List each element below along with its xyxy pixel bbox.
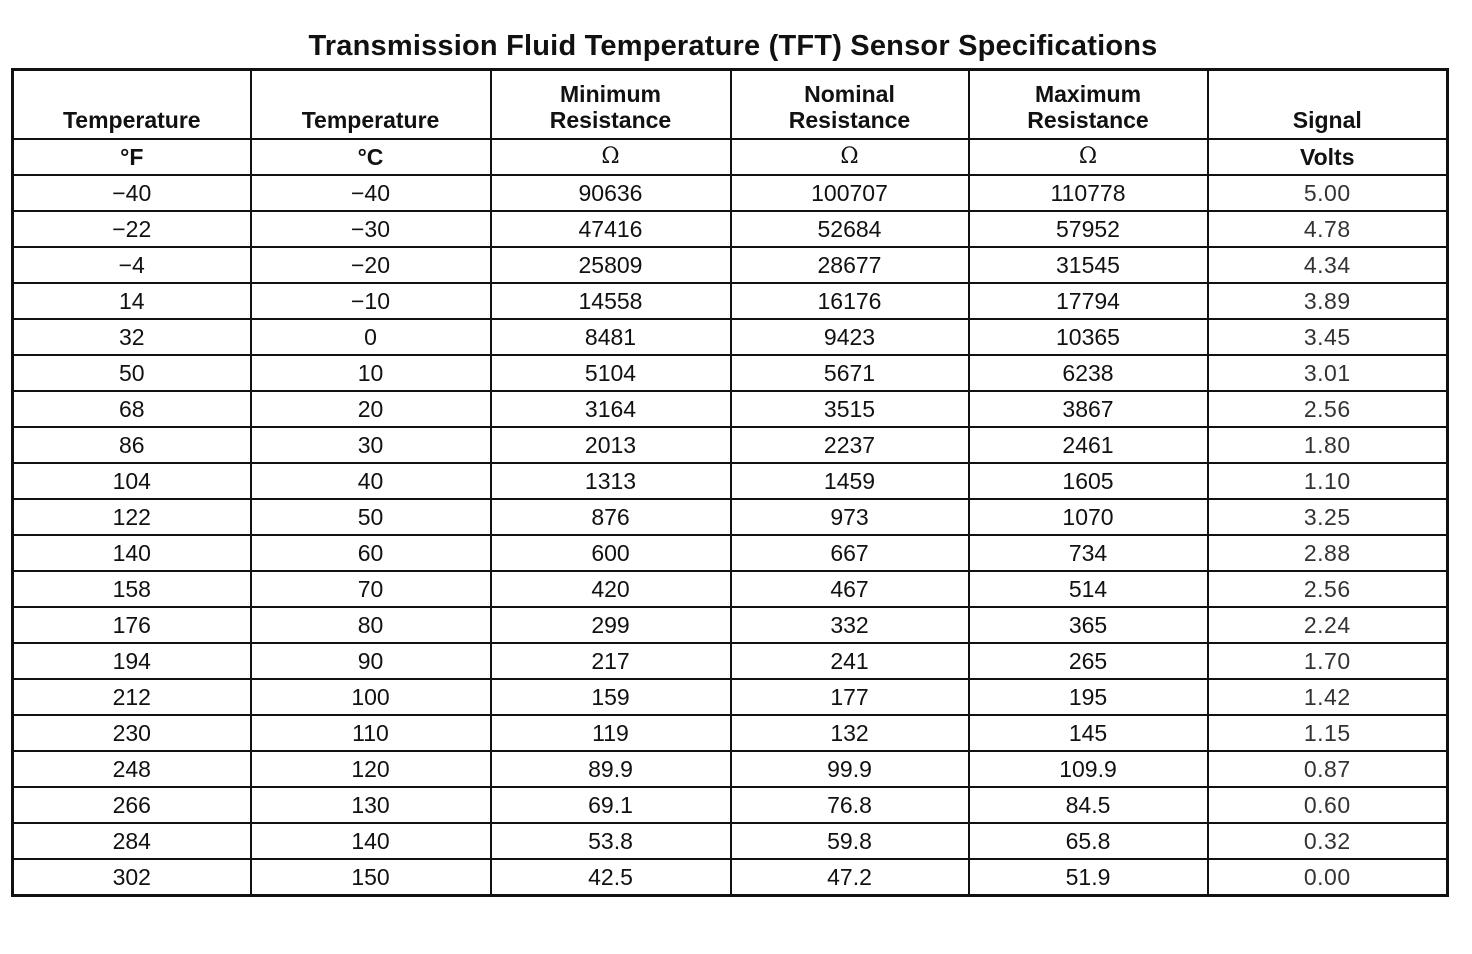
signal-volts-cell: 3.25 — [1208, 499, 1448, 535]
min-resistance-cell: 159 — [491, 679, 731, 715]
temp-c-cell: 120 — [251, 751, 491, 787]
signal-volts-cell: 3.01 — [1208, 355, 1448, 391]
table-row — [13, 247, 1448, 283]
temp-f-cell: 14 — [13, 283, 251, 319]
min-resistance-cell: 14558 — [491, 283, 731, 319]
table-row — [13, 391, 1448, 427]
table-row — [13, 715, 1448, 751]
table-row — [13, 463, 1448, 499]
table-row — [13, 319, 1448, 355]
temp-c-cell: 140 — [251, 823, 491, 859]
table-row — [13, 535, 1448, 571]
temp-f-cell: 248 — [13, 751, 251, 787]
max-resistance-cell: 2461 — [969, 427, 1208, 463]
signal-volts-cell: 2.56 — [1208, 571, 1448, 607]
table-row — [13, 787, 1448, 823]
temp-c-cell: −20 — [251, 247, 491, 283]
temp-c-cell: 70 — [251, 571, 491, 607]
header-line2: Resistance — [788, 107, 911, 133]
header-signal — [1208, 70, 1448, 140]
min-resistance-cell: 90636 — [491, 175, 731, 211]
header-line2: Resistance — [1027, 107, 1149, 133]
signal-volts-cell: 1.15 — [1208, 715, 1448, 751]
temp-f-cell: 176 — [13, 607, 251, 643]
header-line2: Temperature — [301, 107, 440, 133]
temp-f-cell: 302 — [13, 859, 251, 896]
signal-volts-cell: 0.00 — [1208, 859, 1448, 896]
signal-volts-cell: 0.87 — [1208, 751, 1448, 787]
table-row — [13, 643, 1448, 679]
temp-c-cell: 90 — [251, 643, 491, 679]
signal-volts-cell: 1.70 — [1208, 643, 1448, 679]
signal-volts-cell: 4.78 — [1208, 211, 1448, 247]
nominal-resistance-cell: 52684 — [731, 211, 969, 247]
temp-c-cell: 150 — [251, 859, 491, 896]
nominal-resistance-cell: 100707 — [731, 175, 969, 211]
nominal-resistance-cell: 667 — [731, 535, 969, 571]
signal-volts-cell: 2.56 — [1208, 391, 1448, 427]
temp-f-cell: 212 — [13, 679, 251, 715]
nominal-resistance-cell: 99.9 — [731, 751, 969, 787]
signal-volts-cell: 3.89 — [1208, 283, 1448, 319]
temp-c-cell: 10 — [251, 355, 491, 391]
header-line1: Minimum — [560, 81, 661, 107]
min-resistance-cell: 89.9 — [491, 751, 731, 787]
nominal-resistance-cell: 1459 — [731, 463, 969, 499]
min-resistance-cell: 69.1 — [491, 787, 731, 823]
temp-f-cell: −22 — [13, 211, 251, 247]
nominal-resistance-cell: 47.2 — [731, 859, 969, 896]
header-line1: Nominal — [804, 81, 895, 107]
max-resistance-cell: 51.9 — [969, 859, 1208, 896]
max-resistance-cell: 265 — [969, 643, 1208, 679]
max-resistance-cell: 57952 — [969, 211, 1208, 247]
temp-c-cell: 30 — [251, 427, 491, 463]
temp-c-cell: 80 — [251, 607, 491, 643]
temp-f-cell: 284 — [13, 823, 251, 859]
temp-f-cell: −40 — [13, 175, 251, 211]
signal-volts-cell: 0.32 — [1208, 823, 1448, 859]
temp-f-cell: 158 — [13, 571, 251, 607]
signal-volts-cell: 3.45 — [1208, 319, 1448, 355]
max-resistance-cell: 514 — [969, 571, 1208, 607]
min-resistance-cell: 42.5 — [491, 859, 731, 896]
max-resistance-cell: 110778 — [969, 175, 1208, 211]
table-row — [13, 607, 1448, 643]
temp-c-cell: −10 — [251, 283, 491, 319]
max-resistance-cell: 65.8 — [969, 823, 1208, 859]
temp-f-cell: 104 — [13, 463, 251, 499]
min-resistance-cell: 8481 — [491, 319, 731, 355]
nominal-resistance-cell: 973 — [731, 499, 969, 535]
header-line2: Resistance — [549, 107, 672, 133]
temp-f-cell: 266 — [13, 787, 251, 823]
table-row — [13, 823, 1448, 859]
table-row — [13, 355, 1448, 391]
nominal-resistance-cell: 3515 — [731, 391, 969, 427]
unit-ohm-nominal: Ω — [731, 139, 969, 175]
nominal-resistance-cell: 28677 — [731, 247, 969, 283]
header-row — [13, 70, 1448, 140]
nominal-resistance-cell: 132 — [731, 715, 969, 751]
nominal-resistance-cell: 76.8 — [731, 787, 969, 823]
max-resistance-cell: 109.9 — [969, 751, 1208, 787]
max-resistance-cell: 17794 — [969, 283, 1208, 319]
nominal-resistance-cell: 332 — [731, 607, 969, 643]
min-resistance-cell: 3164 — [491, 391, 731, 427]
temp-f-cell: 122 — [13, 499, 251, 535]
signal-volts-cell: 2.88 — [1208, 535, 1448, 571]
header-maximum-resistance — [969, 70, 1208, 140]
unit-celsius: °C — [251, 139, 491, 175]
min-resistance-cell: 299 — [491, 607, 731, 643]
table-body — [13, 175, 1448, 896]
table-row — [13, 211, 1448, 247]
min-resistance-cell: 47416 — [491, 211, 731, 247]
table-row — [13, 499, 1448, 535]
temp-c-cell: 50 — [251, 499, 491, 535]
table-row — [13, 175, 1448, 211]
header-line1: Maximum — [1034, 81, 1142, 107]
temp-f-cell: 140 — [13, 535, 251, 571]
units-row — [13, 139, 1448, 175]
max-resistance-cell: 31545 — [969, 247, 1208, 283]
nominal-resistance-cell: 5671 — [731, 355, 969, 391]
table-row — [13, 859, 1448, 896]
unit-volts: Volts — [1208, 139, 1448, 175]
nominal-resistance-cell: 467 — [731, 571, 969, 607]
header-line2: Temperature — [62, 107, 201, 133]
temp-f-cell: 68 — [13, 391, 251, 427]
max-resistance-cell: 195 — [969, 679, 1208, 715]
header-nominal-resistance — [731, 70, 969, 140]
max-resistance-cell: 1070 — [969, 499, 1208, 535]
nominal-resistance-cell: 59.8 — [731, 823, 969, 859]
temp-c-cell: 60 — [251, 535, 491, 571]
nominal-resistance-cell: 16176 — [731, 283, 969, 319]
max-resistance-cell: 10365 — [969, 319, 1208, 355]
nominal-resistance-cell: 241 — [731, 643, 969, 679]
min-resistance-cell: 1313 — [491, 463, 731, 499]
table-row — [13, 283, 1448, 319]
header-temperature-f — [13, 70, 251, 140]
signal-volts-cell: 1.42 — [1208, 679, 1448, 715]
temp-f-cell: −4 — [13, 247, 251, 283]
table-row — [13, 751, 1448, 787]
min-resistance-cell: 5104 — [491, 355, 731, 391]
signal-volts-cell: 1.10 — [1208, 463, 1448, 499]
signal-volts-cell: 0.60 — [1208, 787, 1448, 823]
unit-ohm-maximum: Ω — [969, 139, 1208, 175]
temp-f-cell: 194 — [13, 643, 251, 679]
min-resistance-cell: 420 — [491, 571, 731, 607]
temp-f-cell: 86 — [13, 427, 251, 463]
nominal-resistance-cell: 177 — [731, 679, 969, 715]
min-resistance-cell: 53.8 — [491, 823, 731, 859]
max-resistance-cell: 365 — [969, 607, 1208, 643]
max-resistance-cell: 6238 — [969, 355, 1208, 391]
signal-volts-cell: 1.80 — [1208, 427, 1448, 463]
min-resistance-cell: 119 — [491, 715, 731, 751]
temp-c-cell: 130 — [251, 787, 491, 823]
max-resistance-cell: 145 — [969, 715, 1208, 751]
header-line2: Signal — [1292, 107, 1362, 133]
temp-c-cell: 0 — [251, 319, 491, 355]
temp-c-cell: 110 — [251, 715, 491, 751]
nominal-resistance-cell: 9423 — [731, 319, 969, 355]
temp-c-cell: 20 — [251, 391, 491, 427]
signal-volts-cell: 4.34 — [1208, 247, 1448, 283]
max-resistance-cell: 1605 — [969, 463, 1208, 499]
table-row — [13, 679, 1448, 715]
nominal-resistance-cell: 2237 — [731, 427, 969, 463]
min-resistance-cell: 217 — [491, 643, 731, 679]
signal-volts-cell: 2.24 — [1208, 607, 1448, 643]
unit-ohm-minimum: Ω — [491, 139, 731, 175]
temp-c-cell: −40 — [251, 175, 491, 211]
min-resistance-cell: 876 — [491, 499, 731, 535]
min-resistance-cell: 25809 — [491, 247, 731, 283]
header-temperature-c — [251, 70, 491, 140]
tft-spec-table — [11, 68, 1449, 897]
max-resistance-cell: 734 — [969, 535, 1208, 571]
max-resistance-cell: 84.5 — [969, 787, 1208, 823]
temp-f-cell: 230 — [13, 715, 251, 751]
temp-c-cell: 40 — [251, 463, 491, 499]
temp-c-cell: −30 — [251, 211, 491, 247]
table-title: Transmission Fluid Temperature (TFT) Sensor Specifications — [308, 30, 1158, 62]
table-row — [13, 571, 1448, 607]
signal-volts-cell: 5.00 — [1208, 175, 1448, 211]
unit-fahrenheit: °F — [13, 139, 251, 175]
min-resistance-cell: 2013 — [491, 427, 731, 463]
temp-c-cell: 100 — [251, 679, 491, 715]
header-minimum-resistance — [491, 70, 731, 140]
max-resistance-cell: 3867 — [969, 391, 1208, 427]
min-resistance-cell: 600 — [491, 535, 731, 571]
table-row — [13, 427, 1448, 463]
temp-f-cell: 32 — [13, 319, 251, 355]
temp-f-cell: 50 — [13, 355, 251, 391]
